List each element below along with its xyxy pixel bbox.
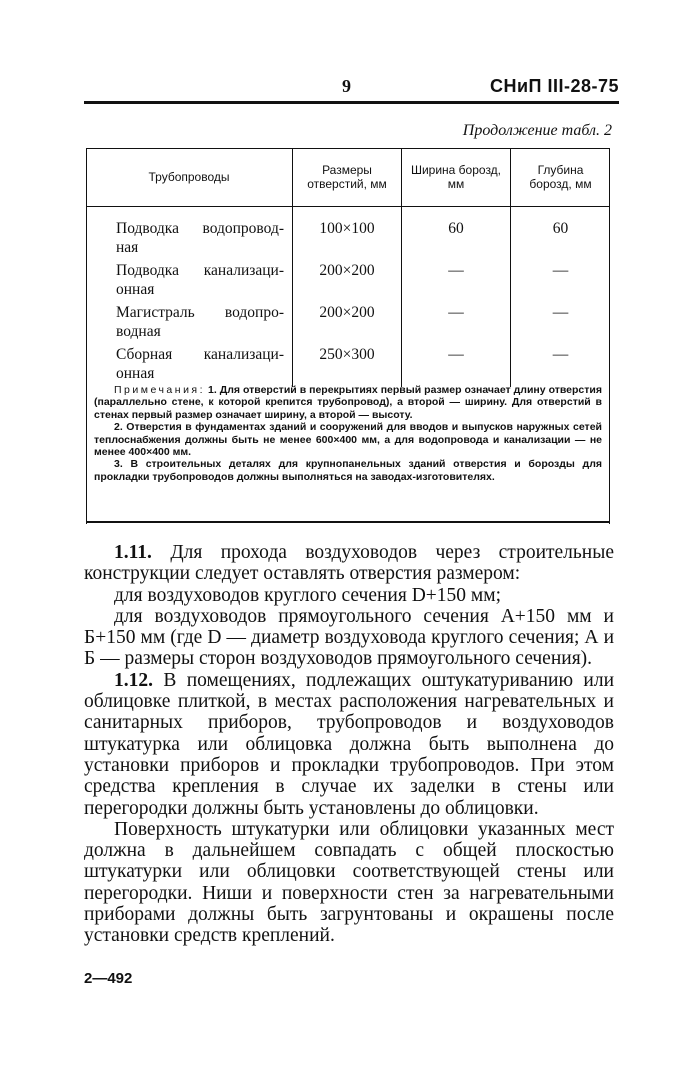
note-3: 3. В строительных деталях для крупнопанельных зданий отверстия и борозды для прокладки трубопроводов должны выполняться на заводах-изготовителях. [94, 458, 602, 483]
note-1: Примечания: 1. Для отверстий в перекрытиях первый размер означает длину отверстия (параллельно стене, к которой крепится трубопровод), а второй — ширину. Для отверстий в стенах первый размер означает ширину, а второй — высоту. [94, 384, 602, 421]
table-notes [94, 384, 602, 483]
clause-1-12: 1.12. В помещениях, подлежащих оштукатуриванию или облицовке плиткой, в местах расположения нагревательных и санитарных приборов, трубопроводов и воздуховодов штукатурка или облицовка должна быть выполнена до установки приборов и прокладки трубопроводов. При этом средства крепления в случае их заделки в стены или перегородки должны быть установлены до облицовки. [84, 669, 615, 819]
header-rule [84, 101, 619, 104]
table-bottom-rule [86, 521, 610, 523]
clause-1-11: 1.11. Для прохода воздуховодов через строительные конструкции следует оставлять отверстия размером: [84, 542, 614, 585]
column-header-pipelines: Трубопроводы [86, 148, 293, 207]
clause-number: 1.11. [114, 542, 152, 563]
column-header-groove-depth: Глубина борозд, мм [511, 148, 611, 207]
body-text [84, 542, 614, 947]
pipeline-cell: Сборная канализаци-онная [116, 346, 284, 382]
groove-depth-cell: 60 [511, 207, 611, 262]
column-header-hole-size: Размеры отверстий, мм [293, 148, 402, 207]
table-row [86, 303, 610, 345]
hole-size-cell: 200×200 [293, 303, 402, 345]
standard-code: СНиП III-28-75 [489, 76, 619, 96]
table-header-row [86, 148, 610, 207]
table-row [86, 261, 610, 303]
pipeline-cell: Подводка канализаци-онная [116, 262, 284, 298]
groove-width-cell: — [402, 261, 511, 303]
clause-1-11-rect: для воздуховодов прямоугольного сечения А+150 мм и Б+150 мм (где D — диаметр воздуховода круглого сечения; А и Б — размеры сторон воздуховодов прямоугольного сечения). [84, 605, 614, 670]
groove-width-cell: — [402, 345, 511, 387]
groove-depth-cell: — [511, 303, 611, 345]
groove-width-cell: — [402, 303, 511, 345]
table-row [86, 207, 610, 262]
notes-title: Примечания: [114, 384, 206, 396]
hole-size-cell: 250×300 [293, 345, 402, 387]
signature-code: 2—492 [84, 970, 133, 987]
hole-size-cell: 200×200 [293, 261, 402, 303]
groove-width-cell: 60 [402, 207, 511, 262]
groove-depth-cell: — [511, 345, 611, 387]
page-header [84, 76, 619, 102]
note-2: 2. Отверстия в фундаментах зданий и сооружений для вводов и выпусков наружных сетей теплоснабжения должны быть не менее 600×400 мм, а для водопровода и канализации — не менее 400×400 мм. [94, 421, 602, 459]
clause-1-11-round: для воздуховодов круглого сечения D+150 мм; [114, 584, 502, 606]
pipeline-cell: Магистраль водопро-водная [116, 304, 284, 340]
clause-number: 1.12. [114, 669, 153, 691]
table-caption: Продолжение табл. 2 [462, 122, 612, 139]
hole-size-cell: 100×100 [293, 207, 402, 262]
groove-depth-cell: — [511, 261, 611, 303]
pipes-table [86, 148, 610, 387]
pipeline-cell: Подводка водопровод-ная [116, 220, 284, 256]
page-number: 9 [342, 76, 351, 96]
column-header-groove-width: Ширина борозд, мм [402, 148, 511, 207]
table-row [86, 345, 610, 387]
paragraph-surface: Поверхность штукатурки или облицовки указанных мест должна в дальнейшем совпадать с общей плоскостью штукатурки или облицовки соответствующей стены или перегородки. Ниши и поверхности стен за нагревательными приборами должны быть загрунтованы и окрашены после установки средств креплений. [84, 818, 614, 947]
